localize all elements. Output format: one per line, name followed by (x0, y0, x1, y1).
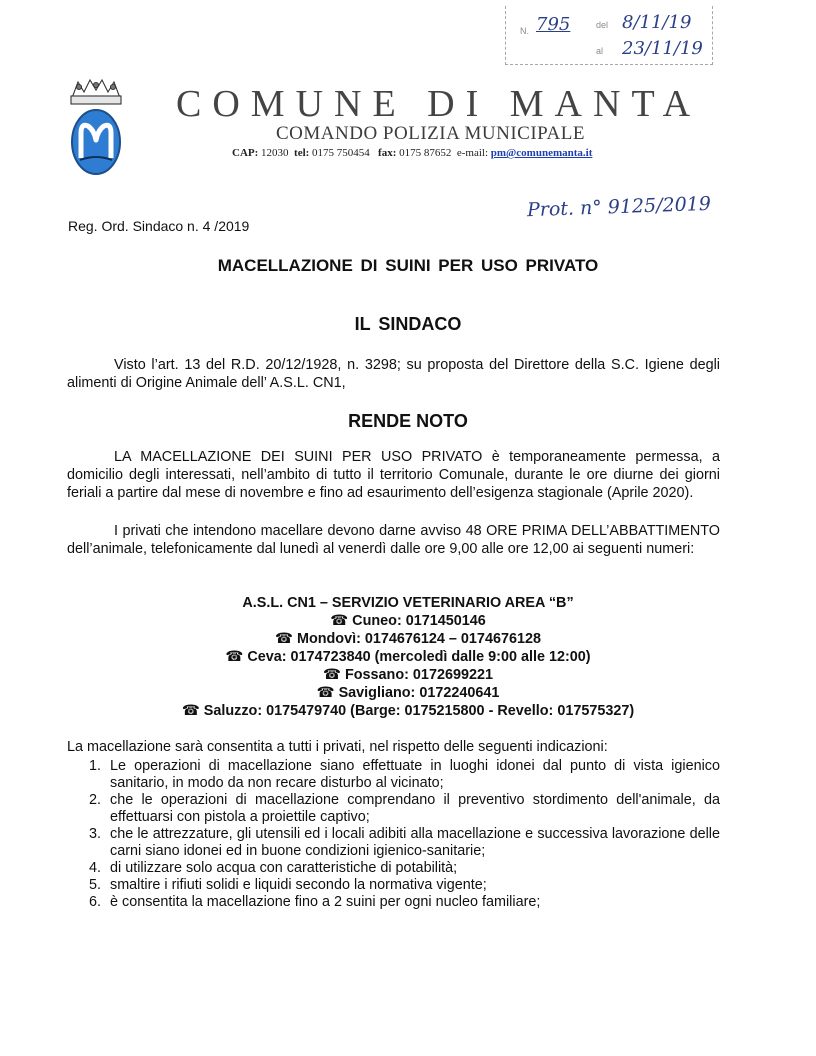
protocol-number: Prot. n° 9125/2019 (526, 192, 712, 222)
phone-line (0, 630, 816, 648)
phone-entry: Mondovì: 0174676124 – 0174676128 (296, 631, 541, 647)
notice-paragraph-1: LA MACELLAZIONE DEI SUINI PER USO PRIVATO è temporaneamente permessa, a domicilio degli interessati, nell’ambito di tutto il territorio Comunale, durante le ore diurne dei giorni feriali a partire dal mese di novembre e fino ad esaurimento dell’esigenza stagionale (Aprile 2020). (67, 449, 720, 501)
list-item-text: che le operazioni di macellazione comprendano il preventivo stordimento dell'animale, da effettuarsi con pistola a proiettile captivo; (110, 792, 720, 825)
stamp-del-label: del (596, 20, 609, 30)
list-item (67, 792, 720, 826)
phone-entry: Cuneo: 0171450146 (352, 613, 486, 629)
fax-value: 0175 87652 (399, 147, 452, 159)
tel-label: tel: (294, 147, 310, 159)
notice-heading: RENDE NOTO (348, 411, 468, 431)
list-item-text: Le operazioni di macellazione siano effettuate in luoghi idonei dal punto di vista igienico sanitario, in modo da non recare disturbo al vicinato; (110, 758, 720, 791)
municipal-crest-icon (66, 78, 126, 178)
phone-directory (0, 594, 816, 720)
list-item-number: 3. (89, 826, 102, 842)
conditions-list (67, 758, 720, 911)
telephone-icon: ☎ (316, 685, 335, 701)
phone-line (0, 648, 816, 666)
tel-value: 0175 750454 (312, 147, 370, 159)
phone-line (0, 702, 816, 720)
phone-line (0, 684, 816, 702)
telephone-icon: ☎ (275, 631, 293, 647)
list-item-number: 1. (89, 758, 102, 774)
cap-label: CAP: (232, 147, 259, 159)
list-item-text: smaltire i rifiuti solidi e liquidi secondo la normativa vigente; (110, 877, 487, 893)
telephone-icon: ☎ (330, 613, 349, 629)
phone-line (0, 666, 816, 684)
fax-label: fax: (378, 147, 397, 159)
stamp-del-value: 8/11/19 (622, 12, 692, 33)
preamble-paragraph: Visto l’art. 13 del R.D. 20/12/1928, n. 3298; su proposta del Direttore della S.C. Igiene degli alimenti di Origine Animale dell’ A.S.L. CN1, (67, 357, 720, 391)
list-item-text: che le attrezzature, gli utensili ed i locali adibiti alla macellazione e successiva lavorazione delle carni siano idonei ed in buone condizioni igienico-sanitarie; (110, 826, 720, 859)
mayor-heading: IL SINDACO (354, 314, 462, 334)
list-item (67, 758, 720, 792)
phone-entry: Ceva: 0174723840 (mercoledì dalle 9:00 alle 12:00) (247, 649, 591, 665)
list-item-number: 2. (89, 792, 102, 808)
document-title: MACELLAZIONE DI SUINI PER USO PRIVATO (217, 256, 599, 275)
list-item (67, 894, 720, 911)
phone-entry: Fossano: 0172699221 (344, 667, 493, 683)
list-item-number: 4. (89, 860, 102, 876)
email-link[interactable]: pm@comunemanta.it (490, 147, 593, 159)
list-item-text: è consentita la macellazione fino a 2 suini per ogni nucleo familiare; (110, 894, 541, 910)
stamp-n-value: 795 (536, 14, 571, 35)
telephone-icon: ☎ (181, 703, 200, 719)
phone-entry: Savigliano: 0172240641 (338, 685, 500, 701)
registry-stamp (505, 6, 713, 65)
telephone-icon: ☎ (225, 649, 244, 665)
telephone-icon: ☎ (323, 667, 341, 683)
list-item-number: 5. (89, 877, 102, 893)
stamp-al-value: 23/11/19 (622, 38, 703, 59)
list-item-text: di utilizzare solo acqua con caratteristiche di potabilità; (110, 860, 458, 876)
municipality-title: COMUNE DI MANTA (176, 83, 702, 125)
stamp-n-label: N. (520, 26, 529, 36)
cap-value: 12030 (261, 147, 289, 159)
list-item (67, 826, 720, 860)
phone-entry: Saluzzo: 0175479740 (Barge: 0175215800 - Revello: 017575327) (203, 703, 635, 719)
contact-line (232, 147, 592, 159)
list-item (67, 877, 720, 894)
phone-line (0, 612, 816, 630)
stamp-al-label: al (596, 46, 604, 56)
department-subtitle: COMANDO POLIZIA MUNICIPALE (276, 123, 585, 144)
notice-paragraph-2: I privati che intendono macellare devono darne avviso 48 ORE PRIMA DELL’ABBATTIMENTO dell’animale, telefonicamente dal lunedì al venerdì dalle ore 9,00 alle ore 12,00 ai seguenti numeri: (67, 523, 720, 557)
email-label: e-mail: (456, 147, 489, 159)
ordinance-reference: Reg. Ord. Sindaco n. 4 /2019 (68, 218, 250, 234)
service-heading: A.S.L. CN1 – SERVIZIO VETERINARIO AREA “B” (242, 595, 574, 611)
conditions-intro: La macellazione sarà consentita a tutti i privati, nel rispetto delle seguenti indicazioni: (67, 739, 608, 755)
list-item (67, 860, 720, 877)
list-item-number: 6. (89, 894, 102, 910)
